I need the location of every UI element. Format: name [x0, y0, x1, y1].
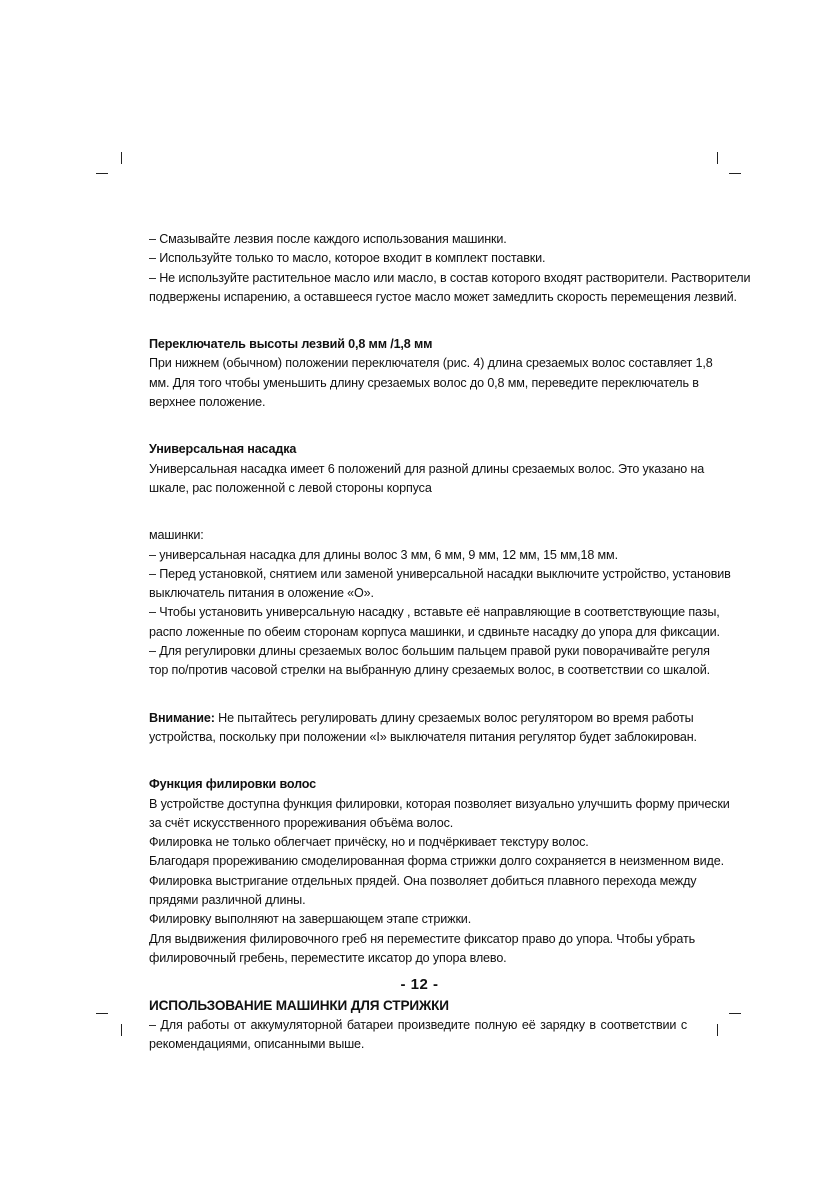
maintenance-line: – Смазывайте лезвия после каждого использования машинки. — [149, 232, 507, 246]
maintenance-section — [149, 230, 751, 307]
thinning-line: Благодаря прореживанию смоделированная форма стрижки долго сохраняется в неизменном виде. — [149, 854, 724, 869]
usage-section — [149, 996, 687, 1054]
blade-switch-line: мм. Для того чтобы уменьшить длину срезаемых волос до 0,8 мм, переведите переключатель в — [149, 375, 699, 390]
thinning-line: филировочный гребень, переместите иксатор до упора влево. — [149, 950, 507, 965]
warning-line: устройства, поскольку при положении «I» выключателя питания регулятор будет заблокирован. — [149, 729, 697, 744]
universal-attachment-line: выключатель питания в оложение «O». — [149, 586, 374, 601]
thinning-line: Филировка не только облегчает причёску, но и подчёркивает текстуру волос. — [149, 835, 589, 850]
universal-attachment-line: – Чтобы установить универсальную насадку , вставьте её направляющие в соответствующие пазы, — [149, 605, 720, 620]
thinning-line: прядями различной длины. — [149, 893, 306, 908]
section-gap — [149, 307, 687, 335]
warning-label: Внимание: — [149, 710, 215, 725]
universal-attachment-line: шкале, рас положенной с левой стороны корпуса — [149, 480, 432, 495]
blade-switch-section — [149, 335, 713, 412]
universal-attachment-line: распо ложенные по обеим сторонам корпуса машинки, и сдвиньте насадку до упора для фиксации. — [149, 624, 720, 639]
section-gap — [149, 681, 687, 709]
warning-section — [149, 709, 697, 748]
crop-mark-top-right-horizontal — [729, 173, 741, 174]
usage-line: – Для работы от аккумуляторной батареи произведите полную её зарядку в соответствии с — [149, 1017, 687, 1032]
page-number: - 12 - — [400, 976, 439, 993]
crop-mark-bottom-left-horizontal — [96, 1013, 108, 1014]
warning-line — [149, 709, 694, 728]
blade-switch-heading: Переключатель высоты лезвий 0,8 мм /1,8 мм — [149, 337, 433, 352]
maintenance-line: подвержены испарению, а оставшееся густое масло может замедлить скорость перемещения лезвий. — [149, 289, 737, 304]
usage-line: рекомендациями, описанными выше. — [149, 1036, 365, 1051]
crop-mark-bottom-right-horizontal — [729, 1013, 741, 1014]
thinning-line: В устройстве доступна функция филировки, которая позволяет визуально улучшить форму прически — [149, 796, 730, 811]
universal-attachment-section — [149, 440, 731, 680]
thinning-section — [149, 775, 730, 968]
section-gap — [149, 747, 687, 775]
crop-mark-top-right-vertical — [717, 152, 718, 164]
crop-mark-bottom-left-vertical — [121, 1024, 122, 1036]
universal-attachment-line: машинки: — [149, 528, 204, 543]
blade-switch-line: верхнее положение. — [149, 395, 266, 410]
universal-attachment-line: Универсальная насадка имеет 6 положений для разной длины срезаемых волос. Это указано на — [149, 461, 705, 476]
maintenance-line: – Используйте только то масло, которое входит в комплект поставки. — [149, 251, 546, 266]
universal-attachment-heading: Универсальная насадка — [149, 442, 297, 457]
section-gap — [149, 412, 687, 440]
warning-text: Не пытайтесь регулировать длину срезаемых волос регулятором во время работы — [214, 710, 694, 725]
universal-attachment-line: – Для регулировки длины срезаемых волос большим пальцем правой руки поворачивайте регуля — [149, 644, 710, 659]
blade-switch-line: При нижнем (обычном) положении переключателя (рис. 4) длина срезаемых волос составляет 1,8 — [149, 356, 713, 371]
crop-mark-top-left-horizontal — [96, 173, 108, 174]
crop-mark-top-left-vertical — [121, 152, 122, 164]
universal-attachment-line: – Перед установкой, снятием или заменой универсальной насадки выключите устройство, установив — [149, 566, 731, 581]
paragraph-gap — [149, 498, 687, 526]
universal-attachment-line: тор по/против часовой стрелки на выбранную длину срезаемых волос, в соответствии со шкалой. — [149, 663, 711, 678]
page-content — [149, 230, 751, 1054]
thinning-heading: Функция филировки волос — [149, 777, 317, 792]
usage-heading: ИСПОЛЬЗОВАНИЕ МАШИНКИ ДЛЯ СТРИЖКИ — [149, 998, 449, 1014]
thinning-line: Филировку выполняют на завершающем этапе стрижки. — [149, 912, 472, 927]
maintenance-line: – Не используйте растительное масло или масло, в состав которого входят растворители. Растворители — [149, 270, 751, 285]
thinning-line: Для выдвижения филировочного греб ня переместите фиксатор право до упора. Чтобы убрать — [149, 931, 695, 946]
thinning-line: за счёт искусственного прореживания объёма волос. — [149, 815, 454, 830]
crop-mark-bottom-right-vertical — [717, 1024, 718, 1036]
thinning-line: Филировка выстригание отдельных прядей. Она позволяет добиться плавного перехода между — [149, 873, 697, 888]
universal-attachment-line: – универсальная насадка для длины волос 3 мм, 6 мм, 9 мм, 12 мм, 15 мм,18 мм. — [149, 547, 618, 562]
